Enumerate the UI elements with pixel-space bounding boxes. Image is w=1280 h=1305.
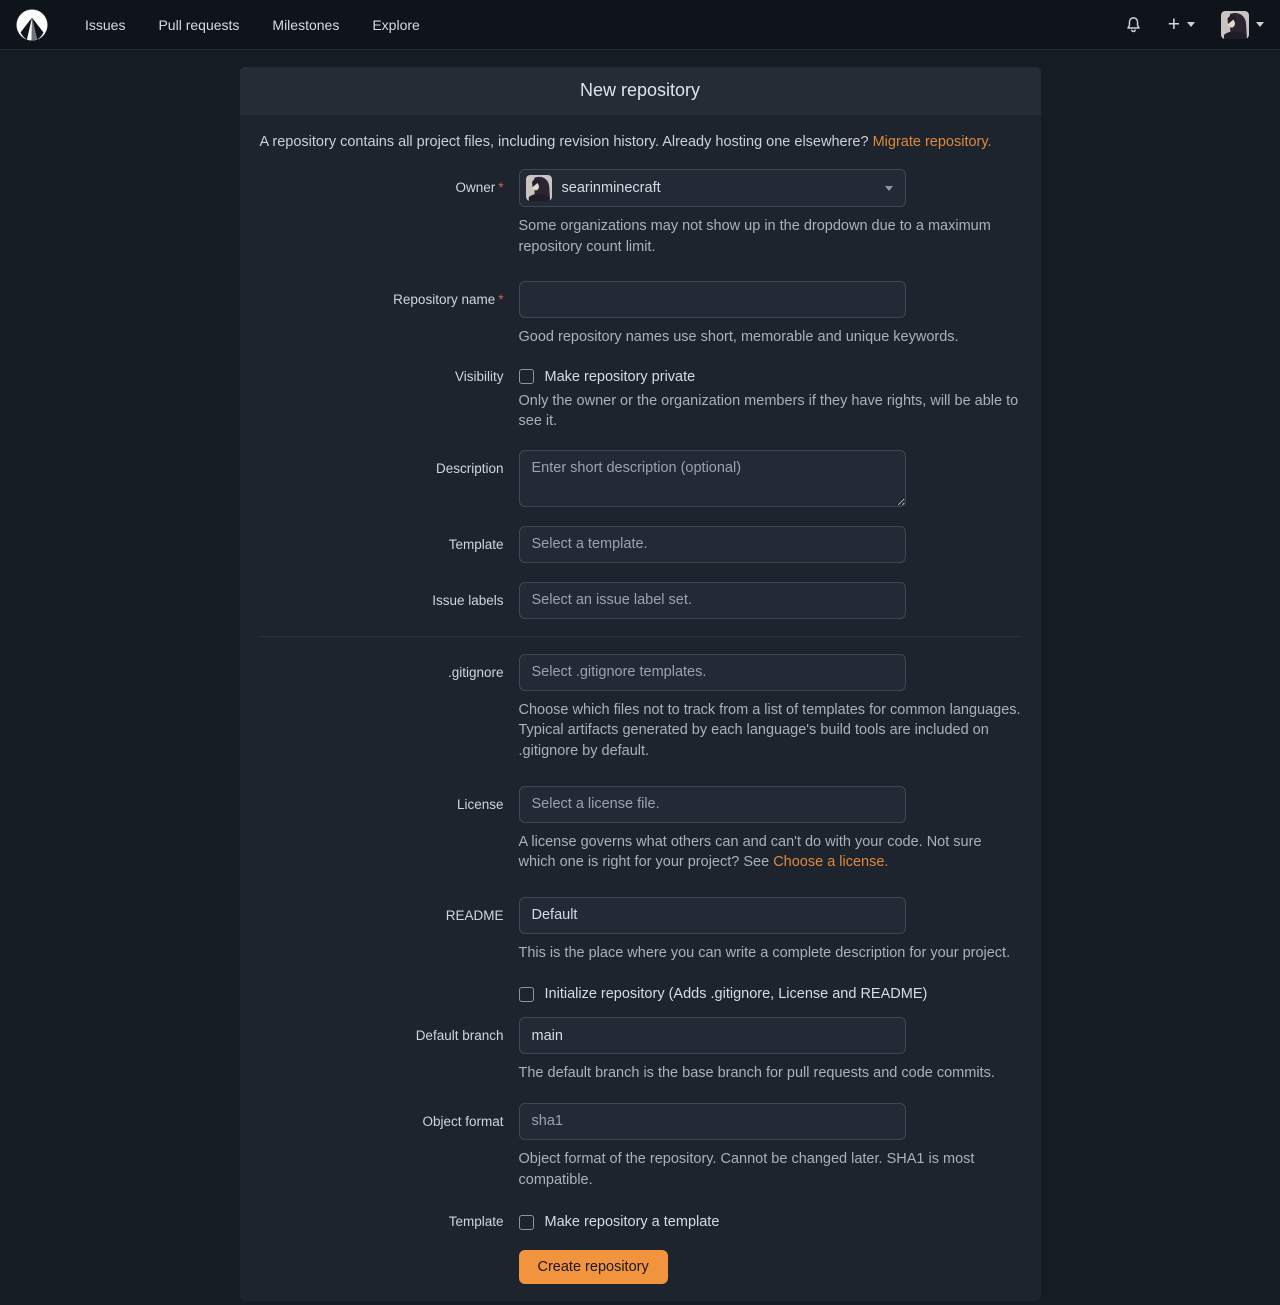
owner-avatar [526, 175, 552, 201]
gitignore-help-text: Choose which files not to track from a list of templates for common languages. Typical artifacts generated by each language's build tools are included on .gitignore by default. [518, 701, 1021, 760]
owner-select[interactable] [519, 169, 906, 207]
init-repo-label-spacer [254, 984, 504, 1002]
default-branch-field-row [254, 1017, 1027, 1084]
navbar-item-pull-requests[interactable]: Pull requests [158, 16, 240, 33]
issue-labels-label: Issue labels [432, 592, 504, 608]
owner-field-row [254, 169, 1027, 257]
new-repository-panel [240, 67, 1041, 1301]
navbar-item-explore[interactable]: Explore [372, 16, 420, 33]
gitignore-field-row [254, 654, 1027, 762]
visibility-help-text: Only the owner or the organization members if they have rights, will be able to see it. [518, 392, 1019, 430]
issue-labels-field-row [254, 582, 1027, 619]
panel-body [240, 115, 1041, 1301]
repo-name-label [254, 281, 504, 348]
panel-header [240, 67, 1041, 115]
init-repo-checkbox[interactable] [519, 987, 534, 1002]
navbar-links [85, 17, 420, 33]
default-branch-label: Default branch [415, 1028, 504, 1044]
owner-selected-value: searinminecraft [561, 180, 661, 196]
migrate-repository-link[interactable]: Migrate repository. [872, 134, 992, 150]
template-label: Template [448, 536, 504, 552]
user-menu-dropdown[interactable] [1221, 11, 1264, 39]
readme-label: README [445, 907, 504, 923]
license-help-body: A license governs what others can and can't do with your code. Not sure which one is right for your project? See [518, 833, 982, 871]
license-field-row [254, 786, 1027, 873]
init-repo-checkbox-label: Initialize repository (Adds .gitignore, License and README) [544, 986, 928, 1003]
private-checkbox-row [519, 367, 1027, 385]
create-repository-button[interactable]: Create repository [519, 1250, 668, 1284]
description-label: Description [435, 460, 504, 476]
object-format-field-row [254, 1103, 1027, 1190]
object-format-value: sha1 [531, 1113, 563, 1130]
navbar-item-issues[interactable]: Issues [85, 16, 126, 33]
object-format-label: Object format [422, 1113, 504, 1129]
chevron-down-icon [885, 186, 893, 191]
site-logo-icon[interactable] [16, 9, 48, 41]
owner-label-text: Owner [455, 180, 496, 195]
make-template-checkbox-label: Make repository a template [544, 1214, 720, 1231]
make-template-checkbox[interactable] [519, 1215, 534, 1230]
owner-help-text: Some organizations may not show up in the dropdown due to a maximum repository count limit. [518, 218, 991, 255]
template-checkbox-field-label: Template [448, 1214, 504, 1230]
readme-select[interactable] [519, 897, 906, 934]
section-divider [260, 636, 1021, 637]
default-branch-input[interactable] [519, 1017, 906, 1054]
object-format-help-text: Object format of the repository. Cannot be changed later. SHA1 is most compatible. [518, 1150, 975, 1188]
repo-name-label-text: Repository name [393, 292, 496, 308]
make-template-checkbox-row [519, 1212, 1027, 1230]
init-repo-checkbox-row [519, 984, 1027, 1002]
navbar-item-milestones[interactable]: Milestones [272, 16, 340, 33]
description-field-row [254, 450, 1027, 507]
private-checkbox[interactable] [519, 369, 534, 384]
chevron-down-icon [1256, 22, 1264, 27]
license-placeholder: Select a license file. [531, 796, 660, 813]
submit-row [254, 1250, 1027, 1284]
plus-icon: + [1167, 13, 1180, 36]
default-branch-help-text: The default branch is the base branch for pull requests and code commits. [518, 1065, 995, 1082]
readme-field-row [254, 897, 1027, 964]
repo-name-field-row [254, 281, 1027, 348]
required-asterisk: * [498, 180, 504, 195]
intro-text-body: A repository contains all project files, including revision history. Already hosting one elsewhere? [259, 134, 873, 150]
description-textarea[interactable] [519, 450, 906, 507]
license-select[interactable] [519, 786, 906, 823]
required-asterisk: * [498, 292, 504, 308]
template-checkbox-row [254, 1212, 1027, 1230]
template-placeholder: Select a template. [531, 536, 648, 553]
gitignore-placeholder: Select .gitignore templates. [531, 664, 707, 681]
repo-name-help-text: Good repository names use short, memorable and unique keywords. [518, 329, 959, 346]
gitignore-label: .gitignore [447, 664, 504, 680]
license-label: License [456, 796, 504, 812]
repo-name-input[interactable] [519, 281, 906, 318]
top-navbar [0, 0, 1280, 50]
visibility-field-row [254, 367, 1027, 432]
chevron-down-icon [1187, 22, 1195, 27]
create-new-dropdown[interactable] [1168, 14, 1195, 35]
template-select[interactable] [519, 526, 906, 563]
submit-label-spacer [254, 1250, 504, 1284]
visibility-label: Visibility [454, 368, 504, 384]
issue-labels-select[interactable] [519, 582, 906, 619]
license-help-text [519, 832, 1022, 873]
bell-icon [1125, 16, 1142, 33]
user-avatar [1221, 11, 1249, 39]
readme-help-text: This is the place where you can write a complete description for your project. [518, 944, 1011, 961]
issue-labels-placeholder: Select an issue label set. [531, 592, 692, 609]
readme-selected-value: Default [531, 907, 578, 924]
notifications-button[interactable] [1125, 16, 1142, 33]
owner-label [254, 169, 504, 257]
intro-text [260, 134, 1021, 150]
choose-license-link[interactable]: Choose a license. [773, 854, 889, 871]
private-checkbox-label: Make repository private [544, 368, 696, 385]
template-field-row [254, 526, 1027, 563]
init-repo-row [254, 984, 1027, 1002]
gitignore-select[interactable] [519, 654, 906, 691]
page-title: New repository [579, 80, 701, 100]
object-format-select[interactable] [519, 1103, 906, 1140]
navbar-right [1125, 11, 1264, 39]
